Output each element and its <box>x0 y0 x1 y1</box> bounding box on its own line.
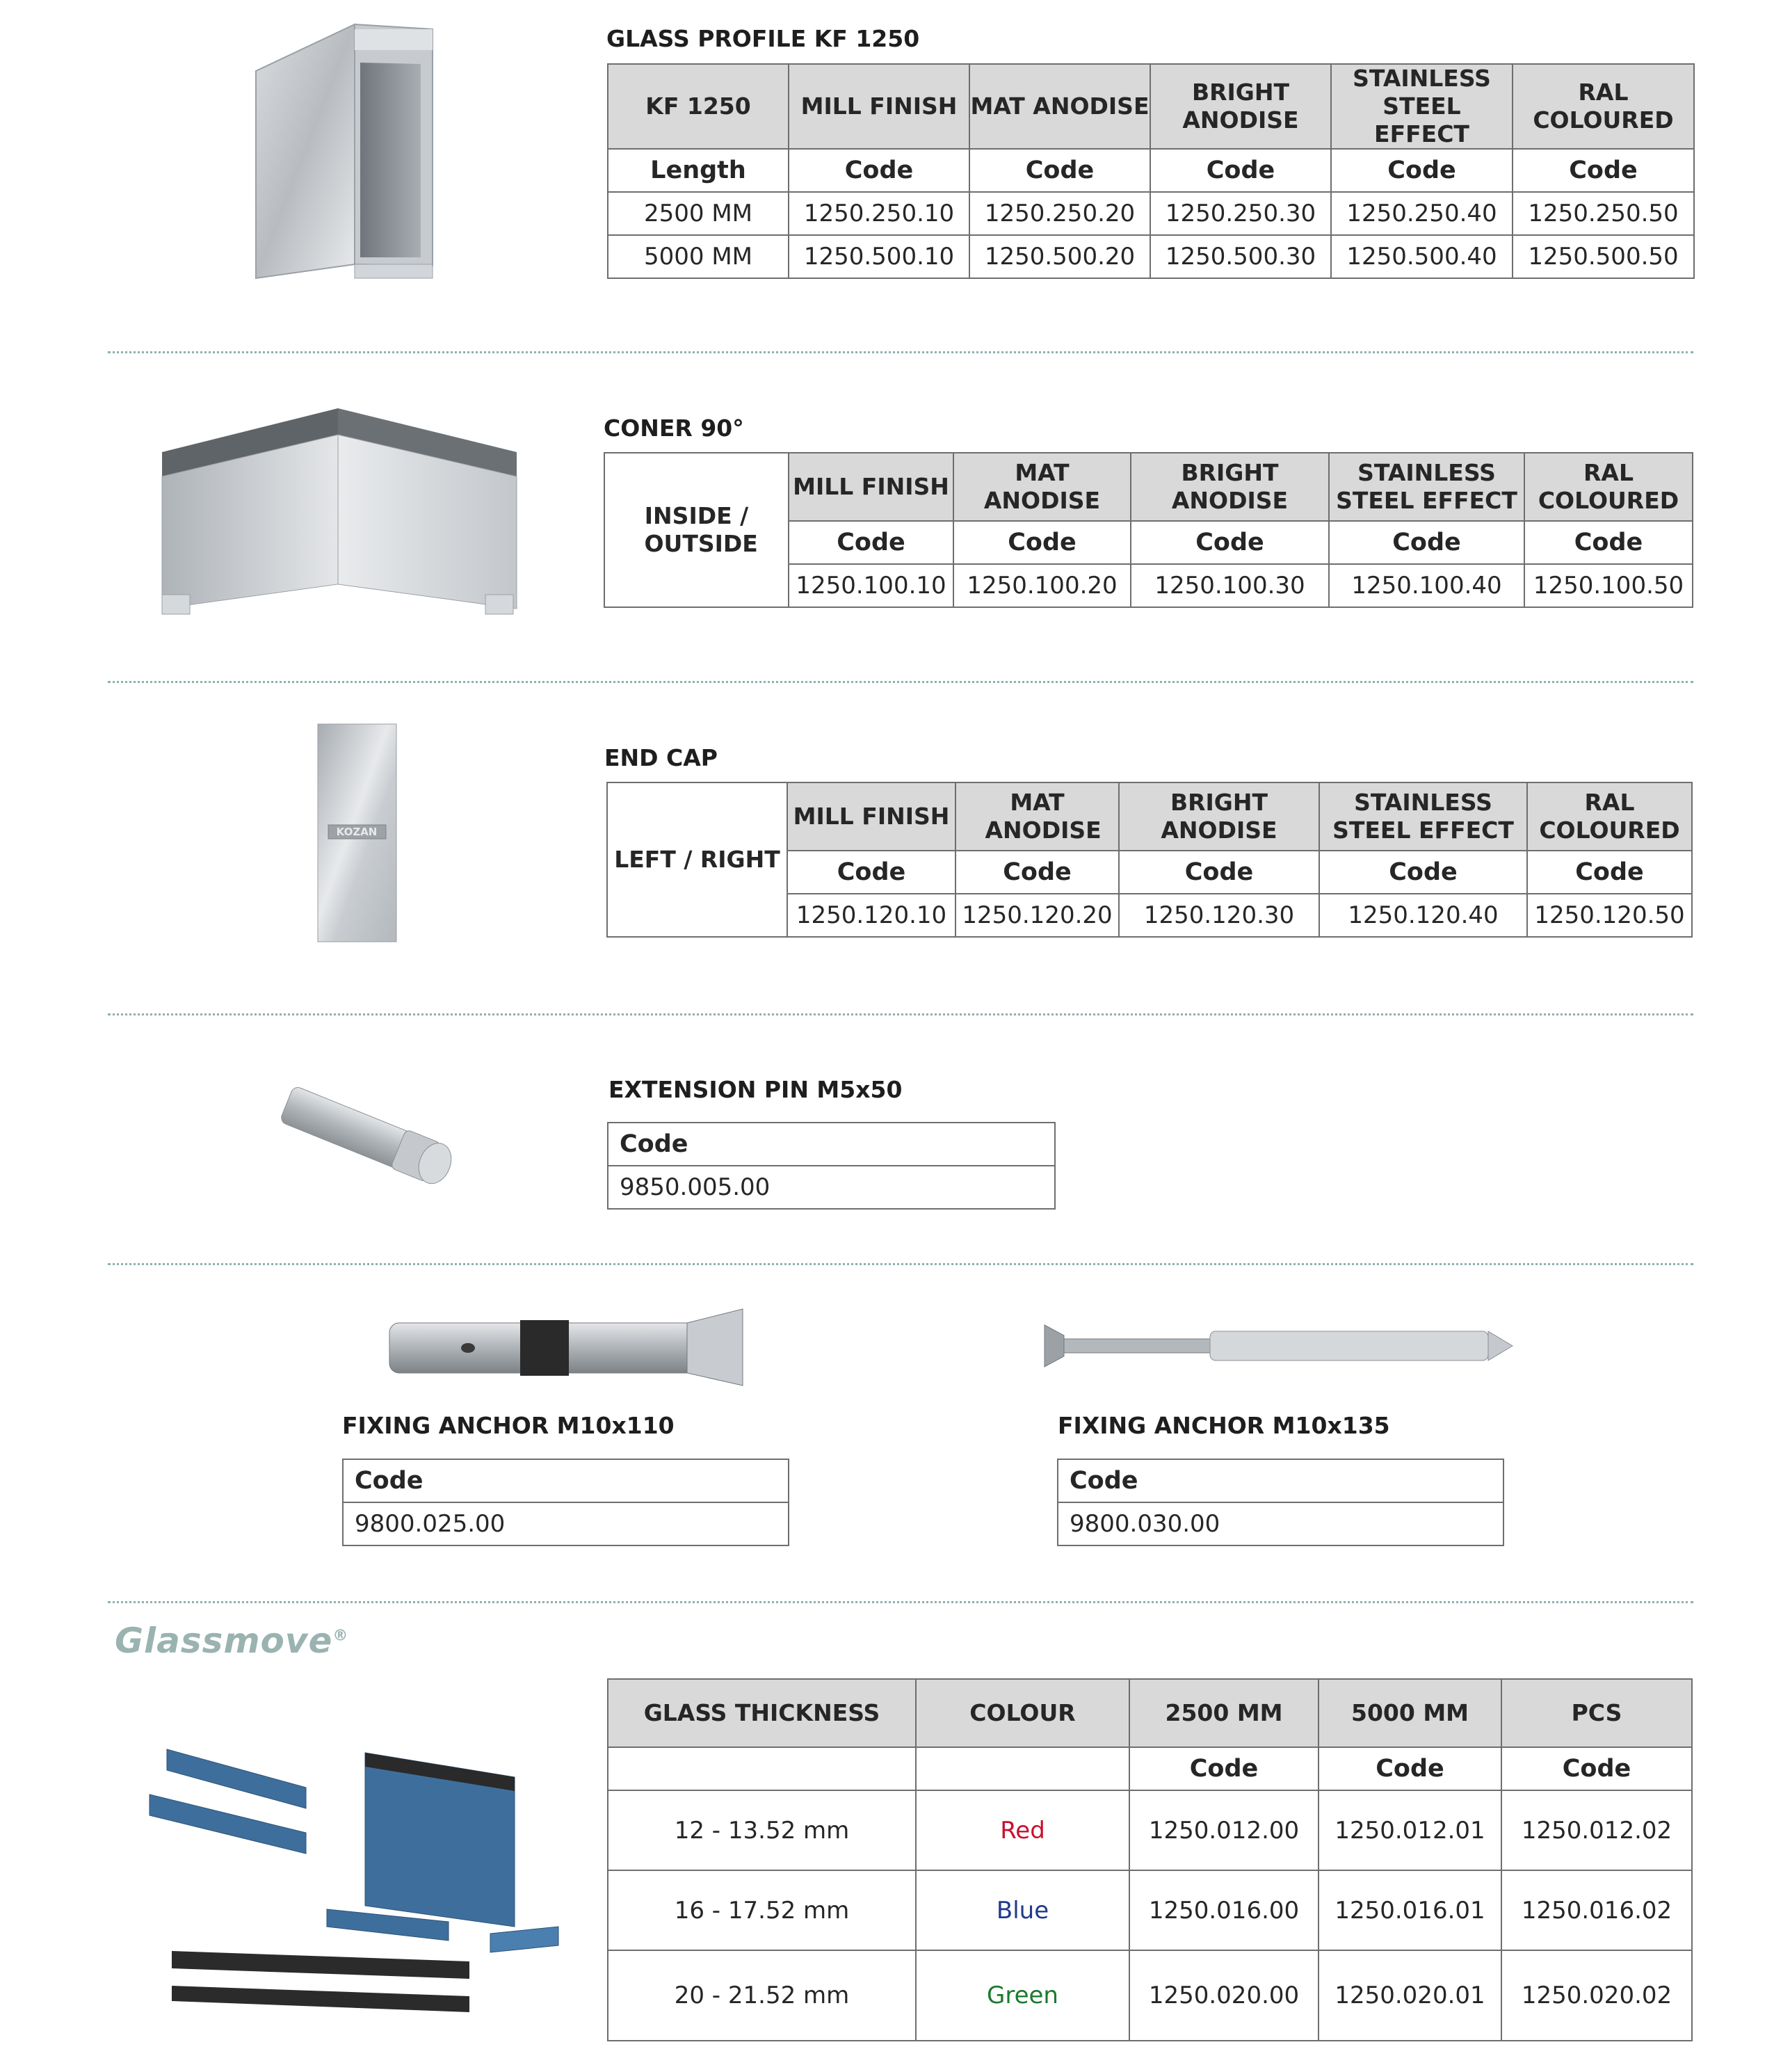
col-header: MAT ANODISE <box>969 64 1150 149</box>
kozan-logo: KOZAN <box>336 826 378 838</box>
corner-table <box>604 452 1693 608</box>
table-cell: 1250.016.00 <box>1129 1870 1319 1950</box>
sub-header: Code <box>1527 851 1692 894</box>
col-header: STAINLESS STEEL EFFECT <box>1319 782 1527 851</box>
table-cell: 1250.120.50 <box>1527 894 1692 937</box>
section-divider <box>108 681 1693 683</box>
end-cap-table <box>606 782 1693 938</box>
sub-header: Code <box>953 521 1131 564</box>
glassmove-logo: Glassmove® <box>115 1621 349 1661</box>
extension-pin-table <box>607 1122 1056 1210</box>
sub-header: Code <box>1524 521 1693 564</box>
sub-header: Code <box>1129 1747 1319 1790</box>
table-cell: 1250.250.40 <box>1331 192 1513 235</box>
thickness-cell: 12 - 13.52 mm <box>608 1790 916 1870</box>
table-cell: 1250.012.01 <box>1319 1790 1501 1870</box>
table-row <box>608 235 1694 278</box>
table-cell: 1250.250.20 <box>969 192 1150 235</box>
anchor-135-image <box>1043 1322 1516 1370</box>
table-cell: 1250.020.00 <box>1129 1950 1319 2041</box>
col-header: MAT ANODISE <box>953 453 1131 521</box>
code-header: Code <box>343 1459 789 1502</box>
anchor-110-table <box>342 1459 789 1546</box>
glass-profile-table <box>607 63 1695 279</box>
sub-header: Code <box>969 149 1150 192</box>
table-row <box>608 1790 1692 1870</box>
table-cell: 5000 MM <box>608 235 789 278</box>
col-header: BRIGHT ANODISE <box>1119 782 1319 851</box>
col-header: GLASS THICKNESS <box>608 1679 916 1747</box>
anchor-135-title: FIXING ANCHOR M10x135 <box>1058 1412 1390 1439</box>
sub-header: Code <box>1150 149 1331 192</box>
sub-header: Code <box>1501 1747 1692 1790</box>
table-cell: 1250.120.40 <box>1319 894 1527 937</box>
sub-header <box>916 1747 1129 1790</box>
sub-header <box>608 1747 916 1790</box>
table-cell: 1250.100.30 <box>1131 564 1329 607</box>
table-cell: 1250.012.02 <box>1501 1790 1692 1870</box>
thickness-cell: 16 - 17.52 mm <box>608 1870 916 1950</box>
code-value: 9850.005.00 <box>608 1166 1055 1209</box>
corner-image <box>159 407 520 616</box>
table-cell: 1250.100.40 <box>1329 564 1524 607</box>
corner-title: CONER 90° <box>604 415 744 442</box>
col-header: MILL FINISH <box>787 782 955 851</box>
sub-header: Code <box>1513 149 1694 192</box>
code-value: 9800.025.00 <box>343 1502 789 1545</box>
end-cap-image <box>318 724 398 943</box>
side-label: INSIDE / OUTSIDE <box>604 453 789 607</box>
extension-pin-title: EXTENSION PIN M5x50 <box>608 1076 903 1103</box>
sub-header: Code <box>789 149 969 192</box>
sub-header: Code <box>955 851 1119 894</box>
col-header: STAINLESS STEEL EFFECT <box>1329 453 1524 521</box>
table-cell: 1250.500.50 <box>1513 235 1694 278</box>
table-cell: 1250.012.00 <box>1129 1790 1319 1870</box>
thickness-cell: 20 - 21.52 mm <box>608 1950 916 2041</box>
table-cell: 1250.250.30 <box>1150 192 1331 235</box>
sub-header: Code <box>1329 521 1524 564</box>
anchor-110-image <box>388 1308 746 1388</box>
table-row <box>608 1166 1055 1209</box>
table-row <box>1058 1502 1503 1545</box>
table-cell: 1250.020.02 <box>1501 1950 1692 2041</box>
table-row <box>608 192 1694 235</box>
code-header: Code <box>608 1123 1055 1166</box>
col-header: STAINLESS STEEL EFFECT <box>1331 64 1513 149</box>
sub-header: Code <box>1131 521 1329 564</box>
end-cap-title: END CAP <box>604 744 718 771</box>
col-header: COLOUR <box>916 1679 1129 1747</box>
col-header: MILL FINISH <box>789 453 953 521</box>
table-cell: 1250.100.20 <box>953 564 1131 607</box>
table-cell: 2500 MM <box>608 192 789 235</box>
anchor-110-title: FIXING ANCHOR M10x110 <box>342 1412 675 1439</box>
glassmove-table <box>607 1678 1693 2041</box>
table-cell: 1250.120.30 <box>1119 894 1319 937</box>
col-header: BRIGHT ANODISE <box>1150 64 1331 149</box>
col-header: 2500 MM <box>1129 1679 1319 1747</box>
table-cell: 1250.120.10 <box>787 894 955 937</box>
code-value: 9800.030.00 <box>1058 1502 1503 1545</box>
anchor-135-table <box>1057 1459 1504 1546</box>
table-cell: 1250.500.40 <box>1331 235 1513 278</box>
extension-pin-image <box>277 1085 468 1189</box>
table-cell: 1250.500.30 <box>1150 235 1331 278</box>
colour-cell: Green <box>916 1950 1129 2041</box>
sub-header: Length <box>608 149 789 192</box>
colour-cell: Red <box>916 1790 1129 1870</box>
table-row <box>608 1950 1692 2041</box>
section-divider <box>108 351 1693 353</box>
sub-header: Code <box>789 521 953 564</box>
glass-profile-title: GLASS PROFILE KF 1250 <box>606 25 920 52</box>
col-header: RAL COLOURED <box>1527 782 1692 851</box>
code-header: Code <box>1058 1459 1503 1502</box>
table-cell: 1250.100.50 <box>1524 564 1693 607</box>
glass-profile-image <box>250 21 438 285</box>
table-cell: 1250.250.50 <box>1513 192 1694 235</box>
col-header: PCS <box>1501 1679 1692 1747</box>
table-cell: 1250.020.01 <box>1319 1950 1501 2041</box>
table-cell: 1250.120.20 <box>955 894 1119 937</box>
table-cell: 1250.100.10 <box>789 564 953 607</box>
glassmove-parts-image <box>143 1749 560 2014</box>
col-header: BRIGHT ANODISE <box>1131 453 1329 521</box>
section-divider <box>108 1013 1693 1015</box>
sub-header: Code <box>1319 1747 1501 1790</box>
col-header: MILL FINISH <box>789 64 969 149</box>
table-cell: 1250.500.20 <box>969 235 1150 278</box>
side-label: LEFT / RIGHT <box>607 782 787 937</box>
table-cell: 1250.500.10 <box>789 235 969 278</box>
col-header: RAL COLOURED <box>1524 453 1693 521</box>
sub-header: Code <box>787 851 955 894</box>
section-divider <box>108 1263 1693 1265</box>
col-header: KF 1250 <box>608 64 789 149</box>
col-header: RAL COLOURED <box>1513 64 1694 149</box>
table-row <box>608 1870 1692 1950</box>
table-row <box>343 1502 789 1545</box>
sub-header: Code <box>1119 851 1319 894</box>
colour-cell: Blue <box>916 1870 1129 1950</box>
col-header: 5000 MM <box>1319 1679 1501 1747</box>
col-header: MAT ANODISE <box>955 782 1119 851</box>
table-cell: 1250.016.01 <box>1319 1870 1501 1950</box>
sub-header: Code <box>1319 851 1527 894</box>
sub-header: Code <box>1331 149 1513 192</box>
section-divider <box>108 1601 1693 1603</box>
table-cell: 1250.250.10 <box>789 192 969 235</box>
table-cell: 1250.016.02 <box>1501 1870 1692 1950</box>
